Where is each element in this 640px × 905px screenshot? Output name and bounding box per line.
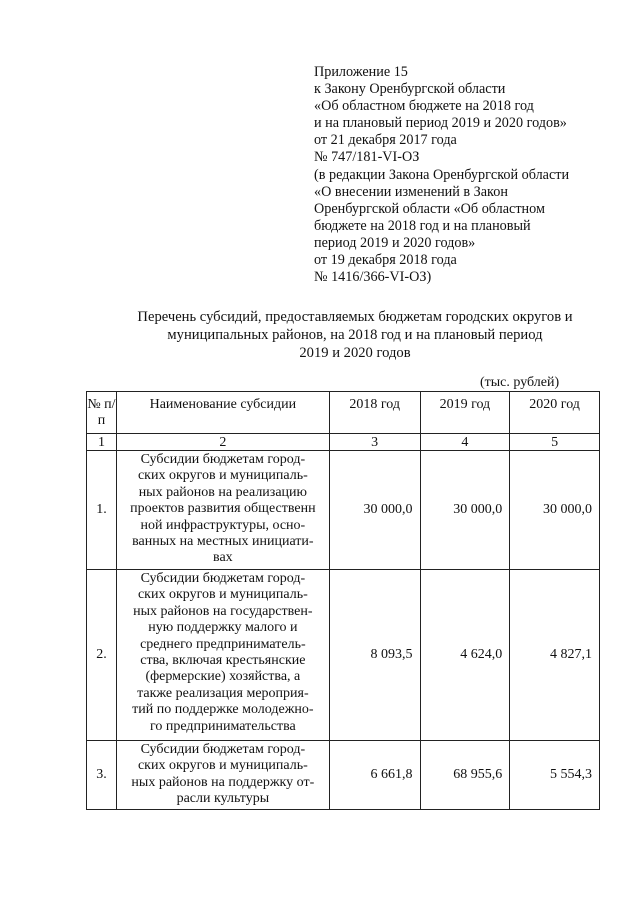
- header-2020: 2020 год: [510, 392, 600, 434]
- header-line: к Закону Оренбургской области: [314, 81, 506, 98]
- title-line: Перечень субсидий, предоставляемых бюджетам городских округов и: [137, 309, 573, 325]
- subsidy-name-line: проектов развития общественн: [130, 501, 316, 517]
- header-line: от 21 декабря 2017 года: [314, 132, 457, 149]
- subsidy-name-line: вах: [213, 550, 233, 566]
- document-title: [110, 308, 600, 362]
- header-num: № п/п: [87, 392, 117, 434]
- subsidies-table: [86, 391, 600, 810]
- subsidy-name-line: ских округов и муниципаль-: [137, 758, 308, 774]
- subsidy-name-line: ства, включая крестьянские: [140, 653, 306, 669]
- value-2019: 68 955,6: [420, 741, 510, 810]
- value-2020: 30 000,0: [510, 451, 600, 570]
- subsidy-name: [116, 451, 329, 570]
- header-line: Приложение 15: [314, 64, 408, 80]
- title-line: 2019 и 2020 годов: [299, 345, 411, 361]
- header-2018: 2018 год: [329, 392, 420, 434]
- table-row: [87, 741, 600, 810]
- header-line: бюджете на 2018 год и на плановый: [314, 217, 531, 234]
- subsidy-name-line: ных районов на реализацию: [138, 484, 307, 500]
- subsidy-name-line: ную поддержку малого и: [148, 620, 298, 636]
- value-2020: 4 827,1: [510, 570, 600, 741]
- units-label: (тыс. рублей): [480, 375, 560, 390]
- subsidy-name: [116, 570, 329, 741]
- subsidy-name-line: го предпринимательства: [149, 718, 296, 734]
- appendix-header: [314, 64, 614, 286]
- subsidy-name-line: Субсидии бюджетам город-: [140, 452, 306, 467]
- header-line: (в редакции Закона Оренбургской области: [314, 166, 570, 183]
- table-header-row: [87, 392, 600, 434]
- subsidy-name-line: ванных на местных инициати-: [132, 534, 314, 550]
- column-index: 1: [87, 434, 117, 451]
- subsidy-name-line: ной инфраструктуры, осно-: [140, 517, 306, 533]
- subsidy-name-line: среднего предприниматель-: [140, 636, 306, 652]
- header-line: «О внесении изменений в Закон: [314, 183, 508, 200]
- value-2018: 30 000,0: [329, 451, 420, 570]
- subsidy-name-line: Субсидии бюджетам город-: [140, 742, 306, 757]
- subsidy-name-line: ных районов на государствен-: [133, 603, 313, 619]
- header-line: № 747/181-VI-ОЗ: [314, 149, 420, 166]
- value-2018: 8 093,5: [329, 570, 420, 741]
- subsidy-name-line: ских округов и муниципаль-: [137, 468, 308, 484]
- header-line: и на плановый период 2019 и 2020 годов»: [314, 115, 567, 132]
- header-line: № 1416/366-VI-ОЗ): [314, 269, 432, 286]
- column-index: 5: [510, 434, 600, 451]
- header-name: Наименование субсидии: [116, 392, 329, 434]
- subsidy-name-line: ных районов на поддержку от-: [131, 774, 315, 790]
- subsidy-name-line: также реализация мероприя-: [137, 685, 309, 701]
- column-index: 4: [420, 434, 510, 451]
- column-index-row: [87, 434, 600, 451]
- subsidy-name-line: ских округов и муниципаль-: [137, 587, 308, 603]
- column-index: 3: [329, 434, 420, 451]
- title-line: муниципальных районов, на 2018 год и на плановый период: [167, 327, 543, 343]
- subsidy-name-line: тий по поддержке молодежно-: [132, 702, 314, 718]
- subsidy-name-line: (фермерские) хозяйства, а: [145, 669, 301, 685]
- subsidy-name: [116, 741, 329, 810]
- header-line: Оренбургской области «Об областном: [314, 200, 545, 217]
- header-line: период 2019 и 2020 годов»: [314, 234, 476, 251]
- value-2019: 4 624,0: [420, 570, 510, 741]
- subsidy-name-line: Субсидии бюджетам город-: [140, 571, 306, 586]
- subsidy-name-line: расли культуры: [176, 791, 270, 807]
- row-number: 2.: [87, 570, 117, 741]
- row-number: 1.: [87, 451, 117, 570]
- value-2019: 30 000,0: [420, 451, 510, 570]
- row-number: 3.: [87, 741, 117, 810]
- table-row: [87, 570, 600, 741]
- header-line: «Об областном бюджете на 2018 год: [314, 98, 534, 115]
- value-2018: 6 661,8: [329, 741, 420, 810]
- header-2019: 2019 год: [420, 392, 510, 434]
- header-line: от 19 декабря 2018 года: [314, 252, 457, 269]
- value-2020: 5 554,3: [510, 741, 600, 810]
- column-index: 2: [116, 434, 329, 451]
- table-row: [87, 451, 600, 570]
